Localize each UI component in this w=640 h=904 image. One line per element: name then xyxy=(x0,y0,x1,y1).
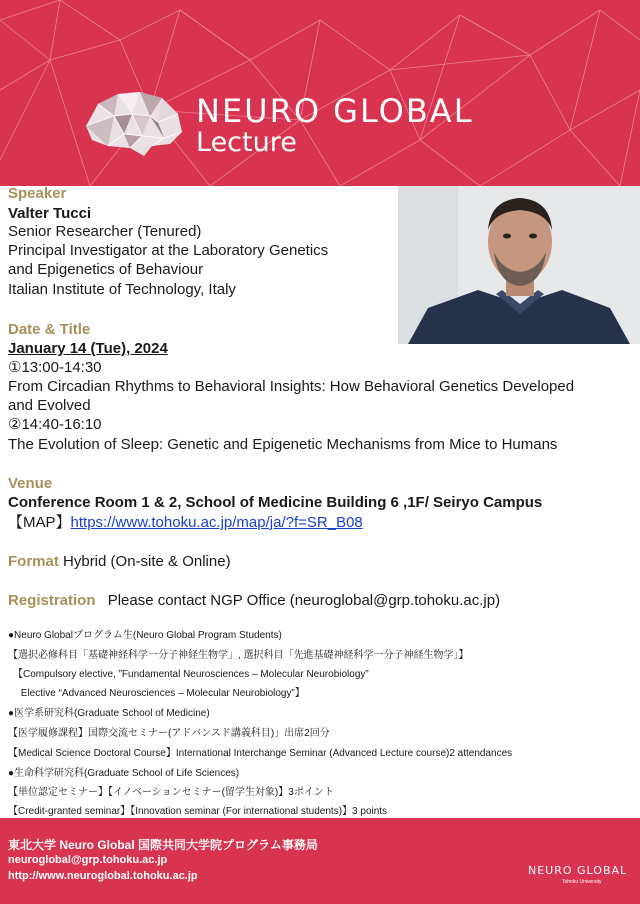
footer-logo: NEURO GLOBAL xyxy=(528,864,628,877)
map-link[interactable]: https://www.tohoku.ac.jp/map/ja/?f=SR_B08 xyxy=(70,514,363,531)
registration-row xyxy=(8,592,500,610)
speaker-role-cont: and Epigenetics of Behaviour xyxy=(8,261,204,278)
session2-time: ②14:40-16:10 xyxy=(8,416,102,433)
format-value: Hybrid (On-site & Online) xyxy=(63,553,231,570)
venue-place: Conference Room 1 & 2, School of Medicine Building 6 ,1F/ Seiryo Campus xyxy=(8,494,543,511)
note-line: 【選択必修科目「基礎神経科学一分子神経生物学」, 選択科目「先進基礎神経科学一分子神経生物学」】 xyxy=(8,650,469,661)
note-line: 【Credit-granted seminar】【Innovation seminar (For international students)】3 points xyxy=(8,806,388,817)
footer-logo-sub: Tohoku University xyxy=(562,879,602,885)
speaker-photo xyxy=(398,186,640,344)
registration-heading: Registration xyxy=(8,592,96,609)
speaker-heading: Speaker xyxy=(8,185,67,202)
venue-heading: Venue xyxy=(8,475,53,492)
brand-subtitle: Lecture xyxy=(196,127,297,158)
footer-org: 東北大学 Neuro Global 国際共同大学院プログラム事務局 xyxy=(8,838,318,852)
note-line: ●生命科学研究科(Graduate School of Life Sciences) xyxy=(8,768,240,779)
brand-title: NEURO GLOBAL xyxy=(196,92,474,130)
speaker-name: Valter Tucci xyxy=(8,205,92,222)
note-line: 【医学履修課程】国際交流セミナー(アドバンスド講義科目)」出席2回分 xyxy=(8,728,330,739)
note-line: 【Medical Science Doctoral Course】International Interchange Seminar (Advanced Lecture course)2 attendances xyxy=(8,748,513,759)
note-line: 【Compulsory elective, ”Fundamental Neurosciences – Molecular Neurobiology” xyxy=(8,669,369,680)
map-label: 【MAP】 xyxy=(8,514,71,531)
venue-map-row xyxy=(8,514,363,532)
session2-title: The Evolution of Sleep: Genetic and Epigenetic Mechanisms from Mice to Humans xyxy=(8,436,558,453)
speaker-institute: Italian Institute of Technology, Italy xyxy=(8,281,236,298)
footer xyxy=(0,818,640,904)
footer-email[interactable]: neuroglobal@grp.tohoku.ac.jp xyxy=(8,854,168,866)
note-line: Elective “Advanced Neurosciences – Molecular Neurobiology”】 xyxy=(8,688,305,699)
session1-time: ①13:00-14:30 xyxy=(8,359,102,376)
brain-logo-icon xyxy=(78,86,190,158)
speaker-role: Principal Investigator at the Laboratory Genetics xyxy=(8,242,329,259)
format-heading: Format xyxy=(8,553,59,570)
registration-value: Please contact NGP Office (neuroglobal@grp.tohoku.ac.jp) xyxy=(107,592,501,609)
format-row xyxy=(8,553,231,571)
note-line: ●Neuro Globalプログラム生(Neuro Global Program Students) xyxy=(8,630,282,641)
date-title-heading: Date & Title xyxy=(8,321,91,338)
header-banner xyxy=(0,0,640,186)
session1-title-cont: and Evolved xyxy=(8,397,91,414)
speaker-position: Senior Researcher (Tenured) xyxy=(8,223,202,240)
session1-title: From Circadian Rhythms to Behavioral Insights: How Behavioral Genetics Developed xyxy=(8,378,575,395)
footer-url[interactable]: http://www.neuroglobal.tohoku.ac.jp xyxy=(8,870,198,882)
note-line: 【単位認定セミナー】【イノベーションセミナー(留学生対象)】3ポイント xyxy=(8,787,334,798)
note-line: ●医学系研究科(Graduate School of Medicine) xyxy=(8,708,210,719)
lecture-date: January 14 (Tue), 2024 xyxy=(8,340,168,357)
